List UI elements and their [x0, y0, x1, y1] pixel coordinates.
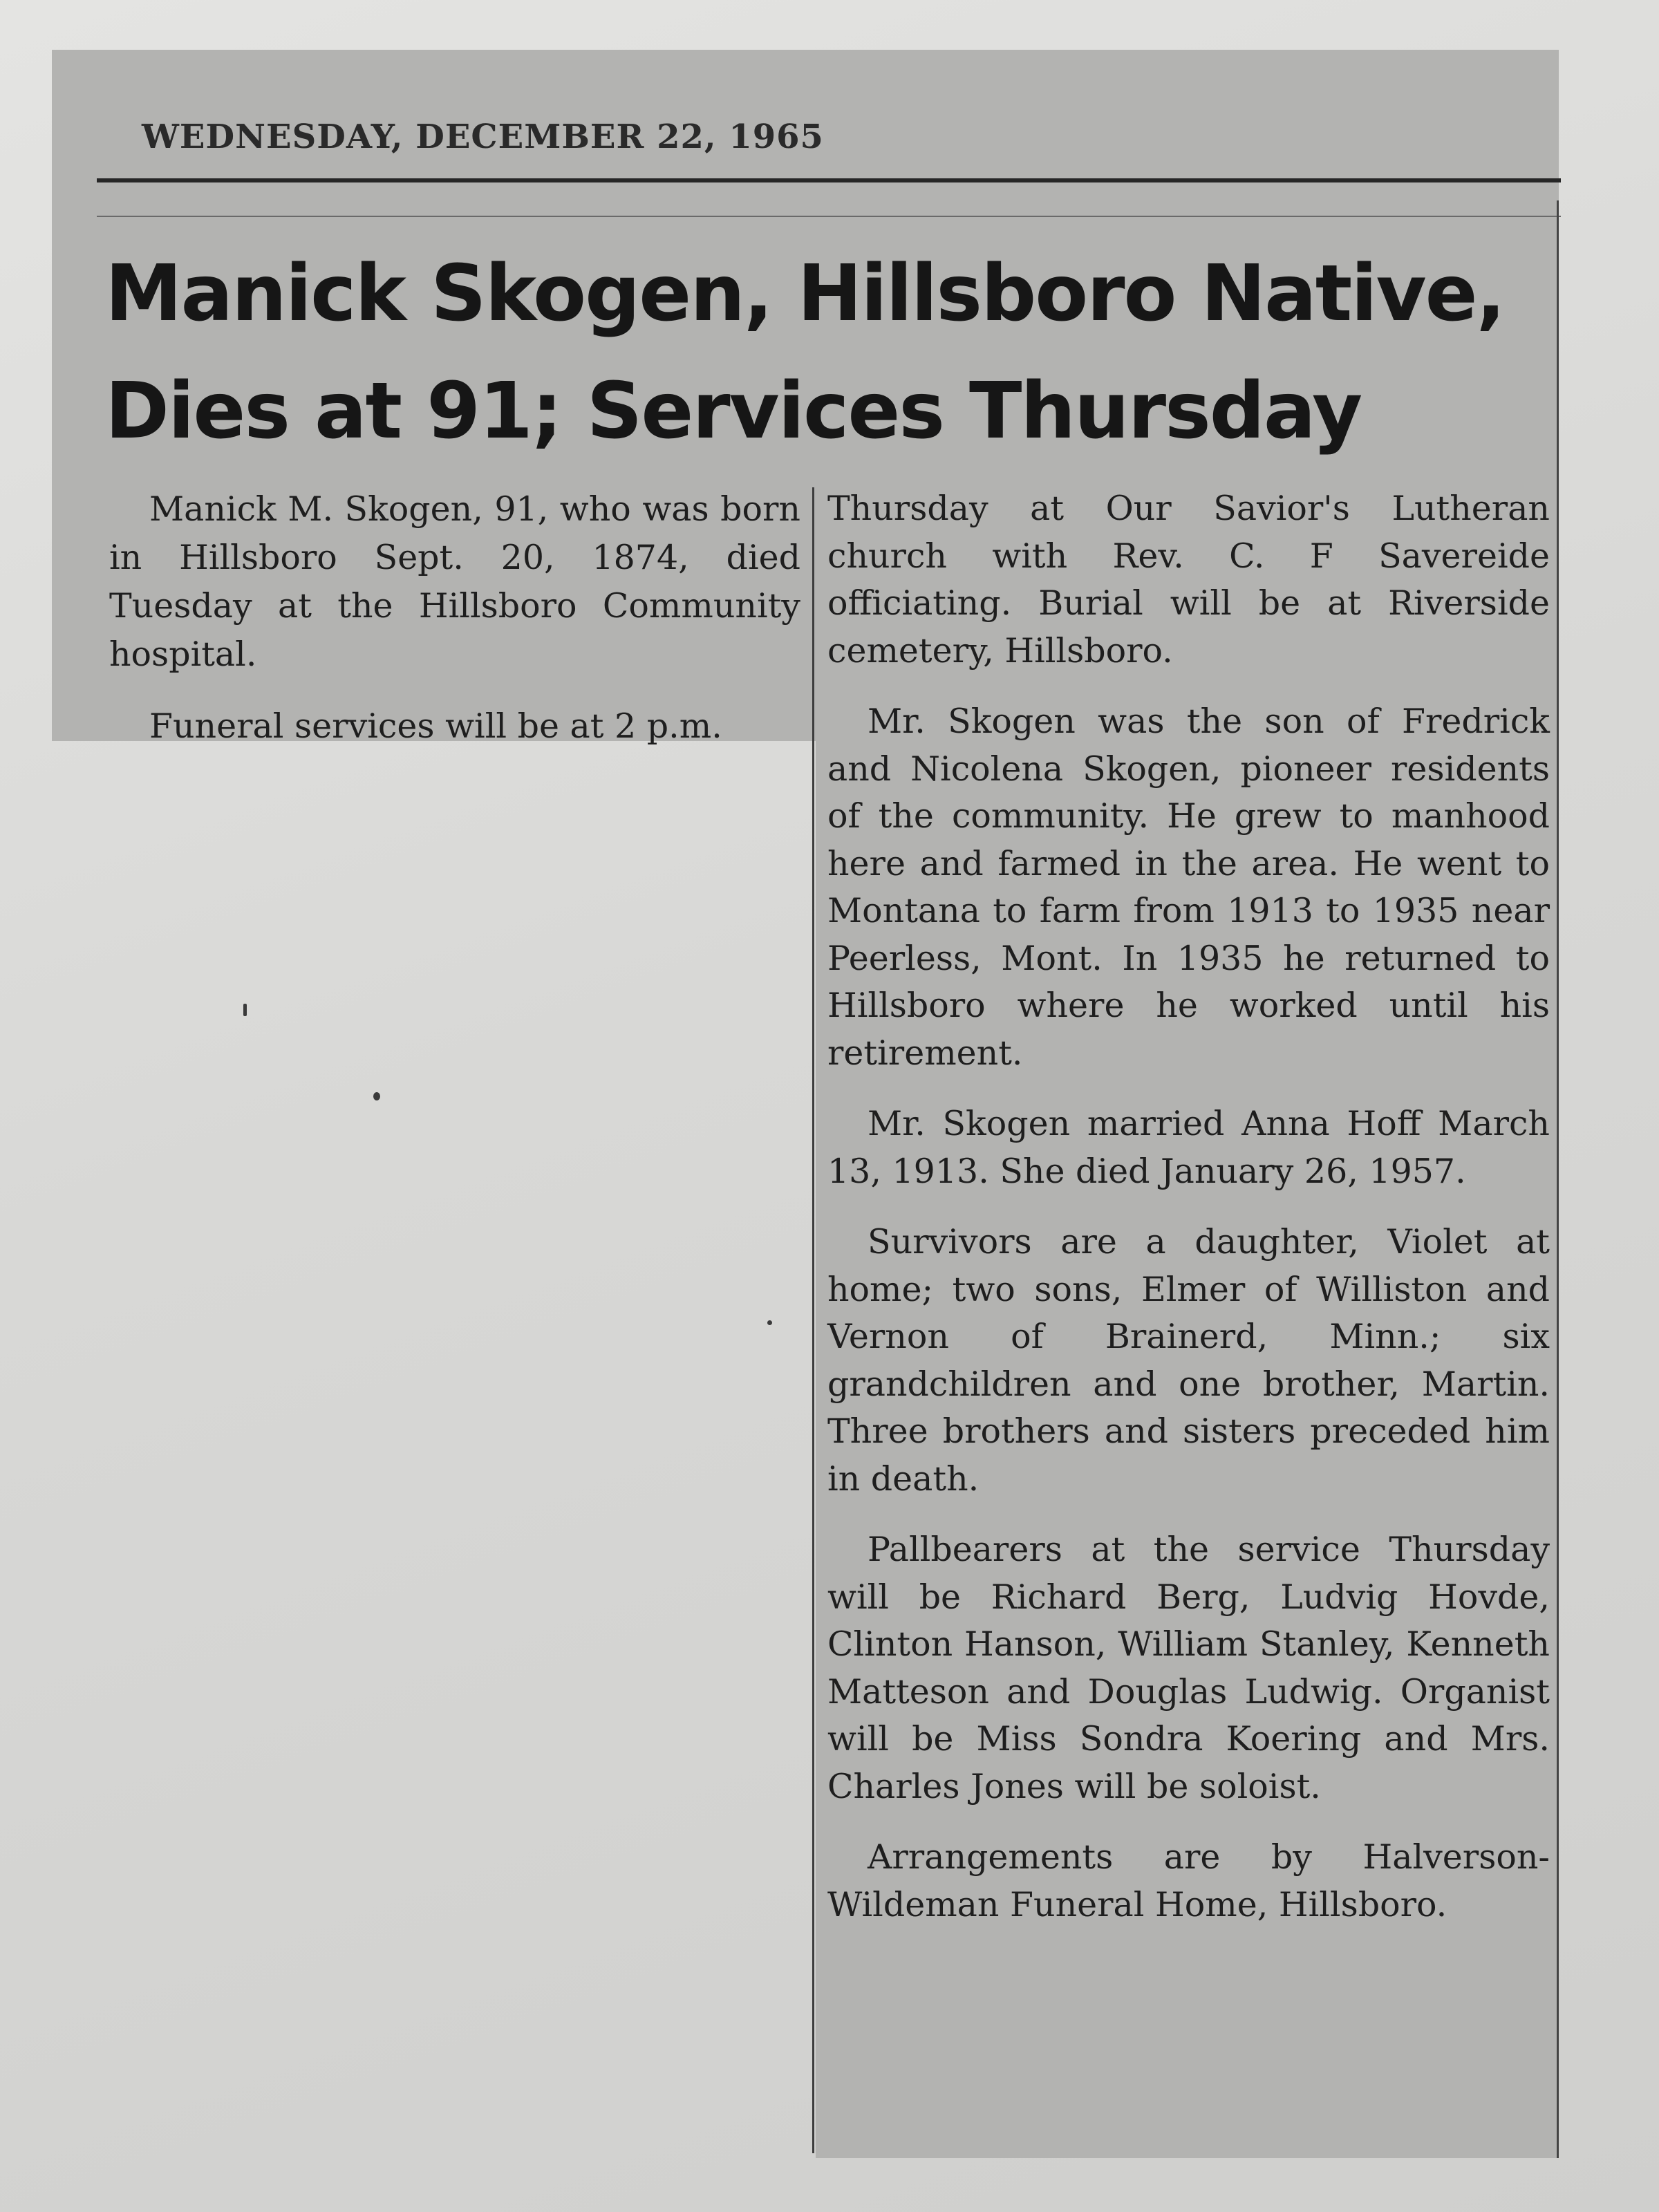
column-divider	[812, 487, 814, 2153]
paragraph: Arrangements are by Halverson-Wildeman Funeral Home, Hillsboro.	[827, 1837, 1550, 1924]
header-rule	[97, 178, 1561, 182]
header-thin-rule	[97, 216, 1561, 217]
paragraph: Funeral services will be at 2 p.m.	[149, 706, 722, 746]
headline	[105, 235, 1557, 470]
paper-speck	[243, 1004, 247, 1016]
article-column-left	[109, 485, 800, 774]
dateline: WEDNESDAY, DECEMBER 22, 1965	[142, 118, 824, 156]
headline-line-2: Dies at 91; Services Thursday	[105, 366, 1362, 456]
paper-speck	[373, 1092, 380, 1100]
paragraph: Mr. Skogen was the son of Fredrick and Nicolena Skogen, pioneer residents of the community. He grew to manhood here and farmed in the area. He went to Montana to farm from 1913 to 1935 near Peerless, Mont. In 1935 he returned to Hillsboro where he worked until his retirement.	[827, 702, 1550, 1073]
paragraph: Pallbearers at the service Thursday will be Richard Berg, Ludvig Hovde, Clinton Hanson, William Stanley, Kenneth Matteson and Douglas Ludwig. Organist will be Miss Sondra Koering and Mrs. Charles Jones will be soloist.	[827, 1530, 1550, 1806]
right-column-border	[1557, 200, 1559, 2158]
paragraph: Manick M. Skogen, 91, who was born in Hillsboro Sept. 20, 1874, died Tuesday at the Hillsboro Community hospital.	[109, 489, 800, 674]
paragraph: Thursday at Our Savior's Lutheran church with Rev. C. F Savereide officiating. Burial will be at Riverside cemetery, Hillsboro.	[827, 489, 1550, 671]
headline-line-1: Manick Skogen, Hillsboro Native,	[105, 249, 1505, 339]
paragraph: Mr. Skogen married Anna Hoff March 13, 1913. She died January 26, 1957.	[827, 1104, 1550, 1191]
paragraph: Survivors are a daughter, Violet at home; two sons, Elmer of Williston and Vernon of Brainerd, Minn.; six grandchildren and one brother, Martin. Three brothers and sisters preceded him in death.	[827, 1222, 1550, 1499]
article-column-right	[827, 485, 1550, 1952]
paper-speck	[767, 1320, 772, 1325]
